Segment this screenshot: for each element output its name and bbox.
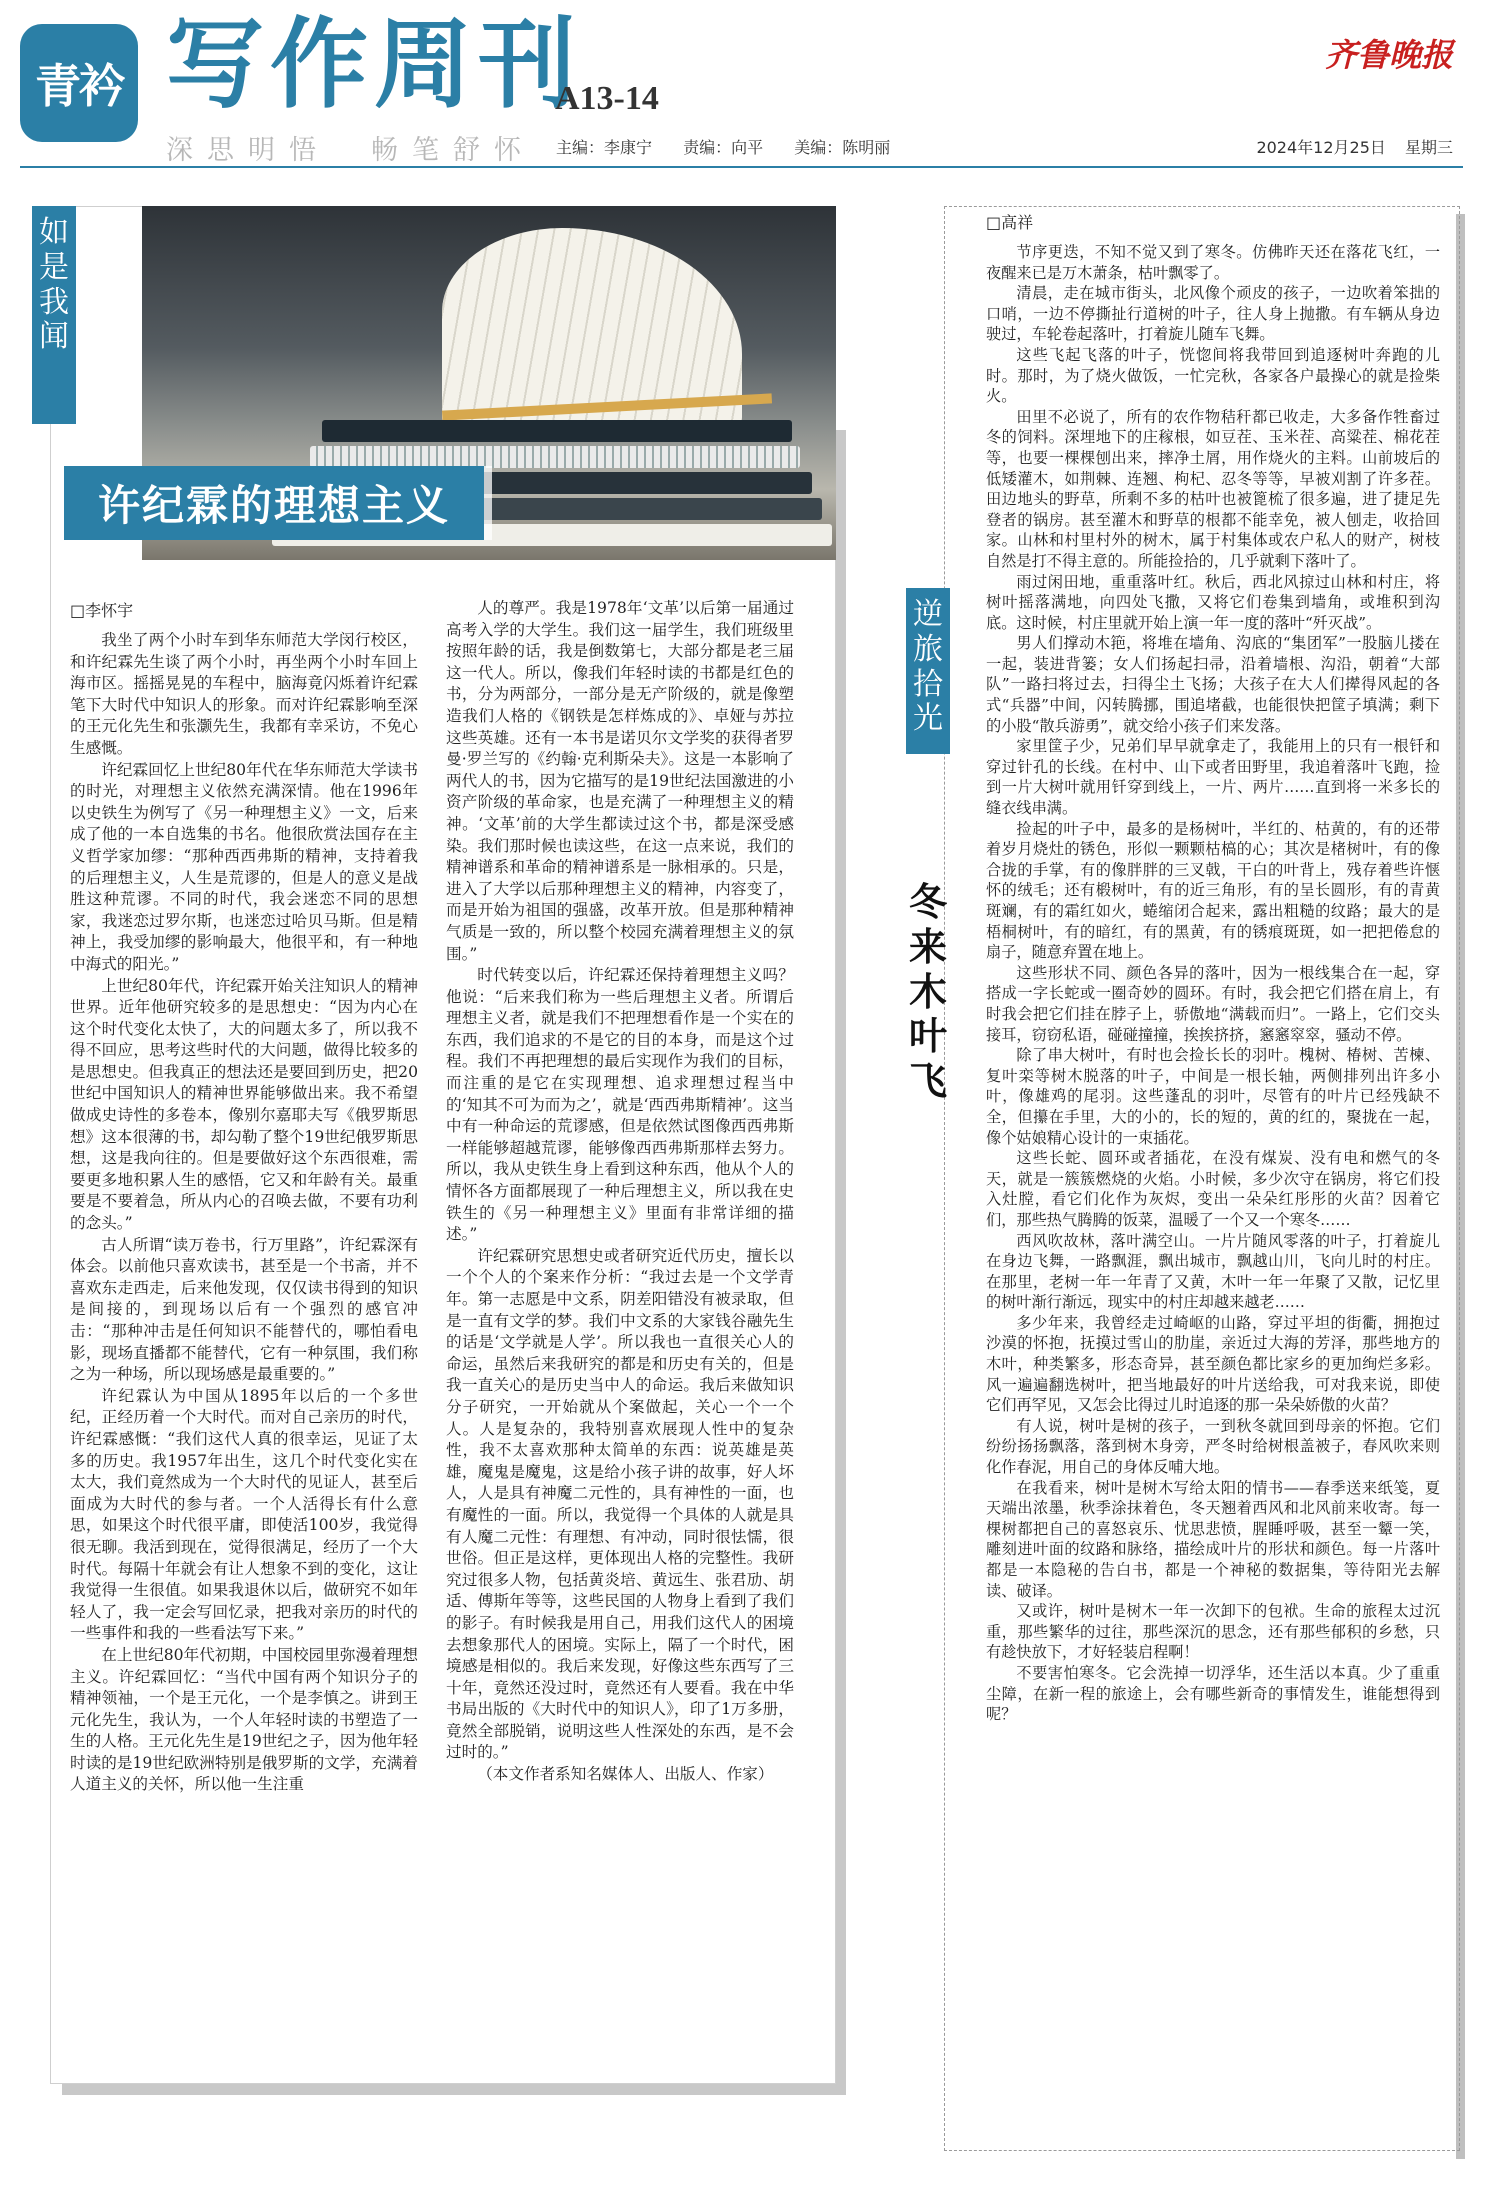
paragraph: 古人所谓“读万卷书，行万里路”，许纪霖深有体会。以前他只喜欢读书，甚至是一个书斋，并不喜欢东走西走，后来他发现，仅仅读书得到的知识是间接的，到现场以后有一个强烈的感官冲击：“那种冲击是任何知识不能替代的，哪怕看电影，现场直播都不能替代，它有一种氛围，我们称之为一种场，所以现场感是最重要的。” — [70, 1235, 418, 1384]
right-article-title: 冬来木叶飞 — [908, 879, 947, 1104]
paragraph: 有人说，树叶是树的孩子，一到秋冬就回到母亲的怀抱。它们纷纷扬扬飘落，落到树木身旁，严冬时给树根盖被子，春风吹来则化作春泥，用自己的身体反哺大地。 — [986, 1416, 1440, 1477]
paragraph: 这些形状不同、颜色各异的落叶，因为一根线集合在一起，穿搭成一字长蛇或一圈奇妙的圆环。有时，我会把它们搭在肩上，有时我会把它们挂在脖子上，骄傲地“满载而归”。一路上，它们交头接耳，窃窃私语，碰碰撞撞，挨挨挤挤，窸窸窣窣，骚动不停。 — [986, 963, 1440, 1044]
issue-date — [1242, 135, 1453, 158]
paragraph: 不要害怕寒冬。它会洗掉一切浮华，还生活以本真。少了重重尘障，在新一程的旅途上，会有哪些新奇的事情发生，谁能想得到呢？ — [986, 1663, 1440, 1724]
date-text: 2024年12月25日 — [1256, 138, 1386, 157]
page-title: 写作周刊 — [166, 8, 583, 122]
paragraph: 许纪霖回忆上世纪80年代在华东师范大学读书的时光，对理想主义依然充满深情。他在1996年以史铁生为例写了《另一种理想主义》一文，后来成了他的一本自选集的书名。他很欣赏法国存在主义哲学家加缪：“那种西西弗斯的精神，支持着我的后理想主义，人生是荒谬的，但是人的意义是战胜这种荒谬。不同的时代，我会迷恋不同的思想家，我迷恋过罗尔斯，也迷恋过哈贝马斯。但是精神上，我受加缪的影响最大，他很平和，有一种地中海式的阳光。” — [70, 760, 418, 973]
paragraph: 节序更迭，不知不觉又到了寒冬。仿佛昨天还在落花飞红，一夜醒来已是万木萧条，枯叶飘零了。 — [986, 243, 1440, 282]
column-tag-right: 逆旅拾光 — [906, 588, 950, 754]
paragraph: 这些飞起飞落的叶子，恍惚间将我带回到追逐树叶奔跑的儿时。那时，为了烧火做饭，一忙完秋，各家各户最操心的就是捡柴火。 — [986, 345, 1440, 406]
left-article-column-1 — [70, 630, 418, 2066]
paragraph: 许纪霖研究思想史或者研究近代历史，擅长以一个个人的个案来作分析：“我过去是一个文学青年。第一志愿是中文系，阴差阳错没有被录取，但是一直有文学的梦。我们中文系的大家钱谷融先生的话是‘文学就是人学’。所以我也一直很关心人的命运，虽然后来我研究的都是和历史有关的，但是我一直关心的是历史当中人的命运。我后来做知识分子研究，一开始就从个案做起，关心一个一个人。人是复杂的，我特别喜欢展现人性中的复杂性，我不太喜欢那种太简单的东西：说英雄是英雄，魔鬼是魔鬼，这是给小孩子讲的故事，好人坏人，人是具有神魔二元性的，具有神性的一面，也有魔性的一面。所以，我觉得一个具体的人就是具有人魔二元性：有理想、有冲动，同时很怯懦，很世俗。但正是这样，更体现出人格的完整性。我研究过很多人物，包括黄炎培、黄远生、张君劢、胡适、傅斯年等等，这些民国的人物身上看到了我们的影子。有时候我是用自己，用我们这代人的困境去想象那代人的困境。实际上，隔了一个时代，困境感是相似的。我后来发现，好像这些东西写了三十年，竟然还没过时，竟然还有人要看。我在中华书局出版的《大时代中的知识人》，印了1万多册，竟然全部脱销，说明这些人性深处的东西，是不会过时的。” — [446, 1246, 794, 1762]
paragraph: 又或许，树叶是树木一年一次卸下的包袱。生命的旅程太过沉重，那些繁华的过往，那些深沉的思念，还有那些郁积的乡愁，只有趁快放下，才好轻装启程啊！ — [986, 1602, 1440, 1662]
paragraph: 在上世纪80年代初期，中国校园里弥漫着理想主义。许纪霖回忆：“当代中国有两个知识分子的精神领袖，一个是王元化，一个是李慎之。讲到王元化先生，我认为，一个人年轻时读的书塑造了一生的人格。王元化先生是19世纪之子，因为他年轻时读的是19世纪欧洲特别是俄罗斯的文学，充满着人道主义的关怀，所以他一生注重 — [70, 1645, 418, 1794]
paragraph: 捡起的叶子中，最多的是杨树叶，半红的、枯黄的，有的还带着岁月烧灶的锈色，形似一颗颗枯槁的心；其次是楮树叶，有的像合拢的手掌，有的像胖胖的三叉戟，干白的叶背上，残存着些许惬怀的绒毛；还有椴树叶，有的近三角形，有的呈长圆形，有的青黄斑斓，有的霜红如火，蜷缩闭合起来，露出粗糙的纹路；最大的是梧桐树叶，有的暗红，有的黑黄，有的锈痕斑斑，如一把把倦怠的扇子，随意弃置在地上。 — [986, 819, 1440, 962]
chief-editor: 主编：李康宁 — [556, 138, 653, 157]
paragraph: 雨过闲田地，重重落叶红。秋后，西北风掠过山林和村庄，将树叶摇落满地，向四处飞撒，又将它们卷集到墙角，或堆积到沟底。这时候，村庄里就开始上演一年一度的落叶“歼灭战”。 — [986, 572, 1440, 632]
paragraph: 许纪霖认为中国从1895年以后的一个多世纪，正经历着一个大时代。而对自己亲历的时代，许纪霖感慨：“我们这代人真的很幸运，见证了太多的历史。我1957年出生，这几个时代变化实在太大，我们竟然成为一个大时代的见证人，甚至后面成为大时代的参与者。一个人活得长有什么意思，如果这个时代很平庸，即使活100岁，我觉得很无聊。我活到现在，觉得很满足，经历了一个大时代。每隔十年就会有让人想象不到的变化，这让我觉得一生很值。如果我退休以后，做研究不如年轻人了，我一定会写回忆录，把我对亲历的时代的一些事件和我的一些看法写下来。” — [70, 1386, 418, 1643]
art-editor: 美编：陈明丽 — [794, 138, 891, 157]
paragraph: 家里筐子少，兄弟们早早就拿走了，我能用上的只有一根钎和穿过针孔的长线。在村中、山下或者田野里，我追着落叶飞跑，捡到一片大树叶就用钎穿到线上，一片、两片……直到将一米多长的缝衣线串满。 — [986, 737, 1440, 818]
left-article-column-2 — [446, 598, 794, 2066]
paragraph: 我坐了两个小时车到华东师范大学闵行校区，和许纪霖先生谈了两个小时，再坐两个小时车回上海市区。摇摇晃晃的车程中，脑海竟闪烁着许纪霖笔下大时代中知识人的形象。而对许纪霖影响至深的王元化先生和张灏先生，我都有幸采访，不免心生感慨。 — [70, 631, 418, 757]
paragraph: 田里不必说了，所有的农作物秸秆都已收走，大多备作牲畜过冬的饲料。深埋地下的庄稼根，如豆茬、玉米茬、高粱茬、棉花茬等，也要一棵棵刨出来，摔净土屑，用作烧火的主料。山前坡后的低矮灌木，如荆棘、连翘、枸杞、忍冬等等，早被刈割了许多茬。田边地头的野草，所剩不多的枯叶也被篦梳了很多遍，进了捷足先登者的锅房。甚至灌木和野草的根都不能幸免，被人刨走，收拾回家。山林和村里村外的树木，属于村集体或农户私人的财产，树枝自然是打不得主意的。所能捡拾的，几乎就剩下落叶了。 — [986, 407, 1440, 570]
paragraph: 西风吹故林，落叶满空山。一片片随风零落的叶子，打着旋儿在身边飞舞，一路飘涯，飘出城市，飘越山川，飞向儿时的村庄。在那里，老树一年一年青了又黄，木叶一年一年聚了又散，记忆里的树叶渐行渐远，现实中的村庄却越来越老…… — [986, 1231, 1440, 1312]
paragraph: 时代转变以后，许纪霖还保持着理想主义吗？他说：“后来我们称为一些后理想主义者。所谓后理想主义者，就是我们不把理想看作是一个实在的东西，我们追求的不是它的目的本身，而是这个过程。我们不再把理想的最后实现作为我们的目标，而注重的是它在实现理想、追求理想过程当中的‘知其不可为而为之’，就是‘西西弗斯精神’。这当中有一种命运的荒谬感，但是依然试图像西西弗斯一样能够超越荒谬，能够像西西弗斯那样去努力。所以，我从史铁生身上看到这种东西，他从个人的情怀各方面都展现了一种后理想主义，所以我在史铁生的《另一种理想主义》里面有非常详细的描述。” — [446, 966, 794, 1244]
paragraph: （本文作者系知名媒体人、出版人、作家） — [477, 1765, 774, 1784]
paragraph: 在我看来，树叶是树木写给太阳的情书——春季送来纸笺，夏天端出浓墨，秋季涂抹着色，冬天翘着西风和北风前来收寄。每一棵树都把自己的喜怒哀乐、忧思悲愤，腥睡呼吸，甚至一颦一笑，雕刻进叶面的纹路和脉络，描绘成叶片的形状和颜色。每一片落叶都是一本隐秘的告白书，都是一个神秘的数据集，等待阳光去解读、破译。 — [986, 1478, 1440, 1600]
slogan: 深思明悟 畅笔舒怀 — [166, 135, 535, 166]
header-rule — [20, 166, 1463, 168]
right-byline: □高祥 — [986, 213, 1034, 232]
responsible-editor: 责编：向平 — [683, 138, 764, 157]
notebook-spiral — [310, 446, 800, 468]
brand-logo: 青衿 — [20, 24, 138, 142]
newspaper-name: 齐鲁晚报 — [1324, 36, 1453, 74]
paragraph: 多少年来，我曾经走过崎岖的山路，穿过平坦的街衢，拥抱过沙漠的怀抱，抚摸过雪山的肋崖，亲近过大海的芳泽，那些地方的木叶，种类繁多，形态奇异，甚至颜色都比家乡的更加绚烂多彩。风一遍遍翻选树叶，把当地最好的叶片送给我，可对我来说，即使它们再罕见，又怎会比得过儿时追逐的那一朵朵娇傲的火苗？ — [986, 1313, 1440, 1415]
editor-credits — [556, 135, 916, 158]
paragraph: 除了串大树叶，有时也会捡长长的羽叶。槐树、椿树、苦楝、复叶栾等树木脱落的叶子，中间是一根长轴，两侧排列出许多小叶，像雄鸡的尾羽。这些蓬乱的羽叶，尽管有的叶片已经残缺不全，但攥在手里，大的小的，长的短的，黄的红的，聚拢在一起，像个姑娘精心设计的一束插花。 — [986, 1046, 1440, 1147]
paragraph: 人的尊严。我是1978年‘文革’以后第一届通过高考入学的大学生。我们这一届学生，我们班级里按照年龄的话，我是倒数第七，大部分都是老三届这一代人。所以，像我们年轻时读的书都是红色的书，分为两部分，一部分是无产阶级的，就是像塑造我们人格的《钢铁是怎样炼成的》、卓娅与苏拉这些英雄。还有一本书是诺贝尔文学奖的获得者罗曼·罗兰写的《约翰·克利斯朵夫》。这是一本影响了两代人的书，因为它描写的是19世纪法国激进的小资产阶级的革命家，也是充满了一种理想主义的精神。‘文革’前的大学生都读过这个书，都是深受感染。我们那时候也读这些，在这一点来说，我们的精神谱系和革命的精神谱系是一脉相承的。只是，进入了大学以后那种理想主义的精神，内容变了，而是开始为祖国的强盛，改革开放。但是那种精神气质是一致的，所以整个校园充满着理想主义的氛围。” — [446, 599, 794, 963]
notebook-1 — [322, 420, 792, 442]
page-numbers: A13-14 — [555, 80, 659, 117]
column-tag-left: 如是我闻 — [32, 206, 76, 424]
left-article-title: 许纪霖的理想主义 — [64, 466, 484, 540]
paragraph: 这些长蛇、圆环或者插花，在没有煤炭、没有电和燃气的冬天，就是一簇簇燃烧的火焰。小时候，多少次守在锅房，将它们投入灶膛，看它们化作为灰烬，变出一朵朵红彤彤的火苗？因着它们，那些热气腾腾的饭菜，温暖了一个又一个寒冬…… — [986, 1149, 1440, 1229]
weekday-text: 星期三 — [1404, 138, 1453, 157]
left-byline: □李怀宇 — [70, 601, 134, 620]
paragraph: 男人们撑动木筢，将堆在墙角、沟底的“集团军”一股脑儿搂在一起，装进背篓；女人们扬起扫帚，沿着墙根、沟沿，朝着“大部队”一路扫将过去，扫得尘土飞扬；大孩子在大人们撵得风起的各式“兵器”中间，闪转腾挪，围追堵截，也能很快把筐子填满；剩下的小股“散兵游勇”，就交给小孩子们来发落。 — [986, 634, 1440, 735]
right-article-body — [986, 242, 1440, 2142]
paragraph: 清晨，走在城市街头，北风像个顽皮的孩子，一边吹着笨拙的口哨，一边不停撕扯行道树的叶子，往人身上抛撒。有车辆从身边驶过，车轮卷起落叶，打着旋儿随车飞舞。 — [986, 284, 1440, 344]
paragraph: 上世纪80年代，许纪霖开始关注知识人的精神世界。近年他研究较多的是思想史：“因为内心在这个时代变化太快了，大的问题太多了，所以我不得不回应，思考这些时代的大问题，做得比较多的是思想史。但我真正的想法还是要回到历史，把20世纪中国知识人的精神世界能够做出来。我不希望做成史诗性的多卷本，像别尔嘉耶夫写《俄罗斯思想》这本很薄的书，却勾勒了整个19世纪俄罗斯思想，这是我向往的。但是要做好这个东西很难，需要更多地积累人生的感悟，它又和年龄有关。最重要是不要着急，所从内心的召唤去做，不要有功利的念头。” — [70, 976, 418, 1233]
